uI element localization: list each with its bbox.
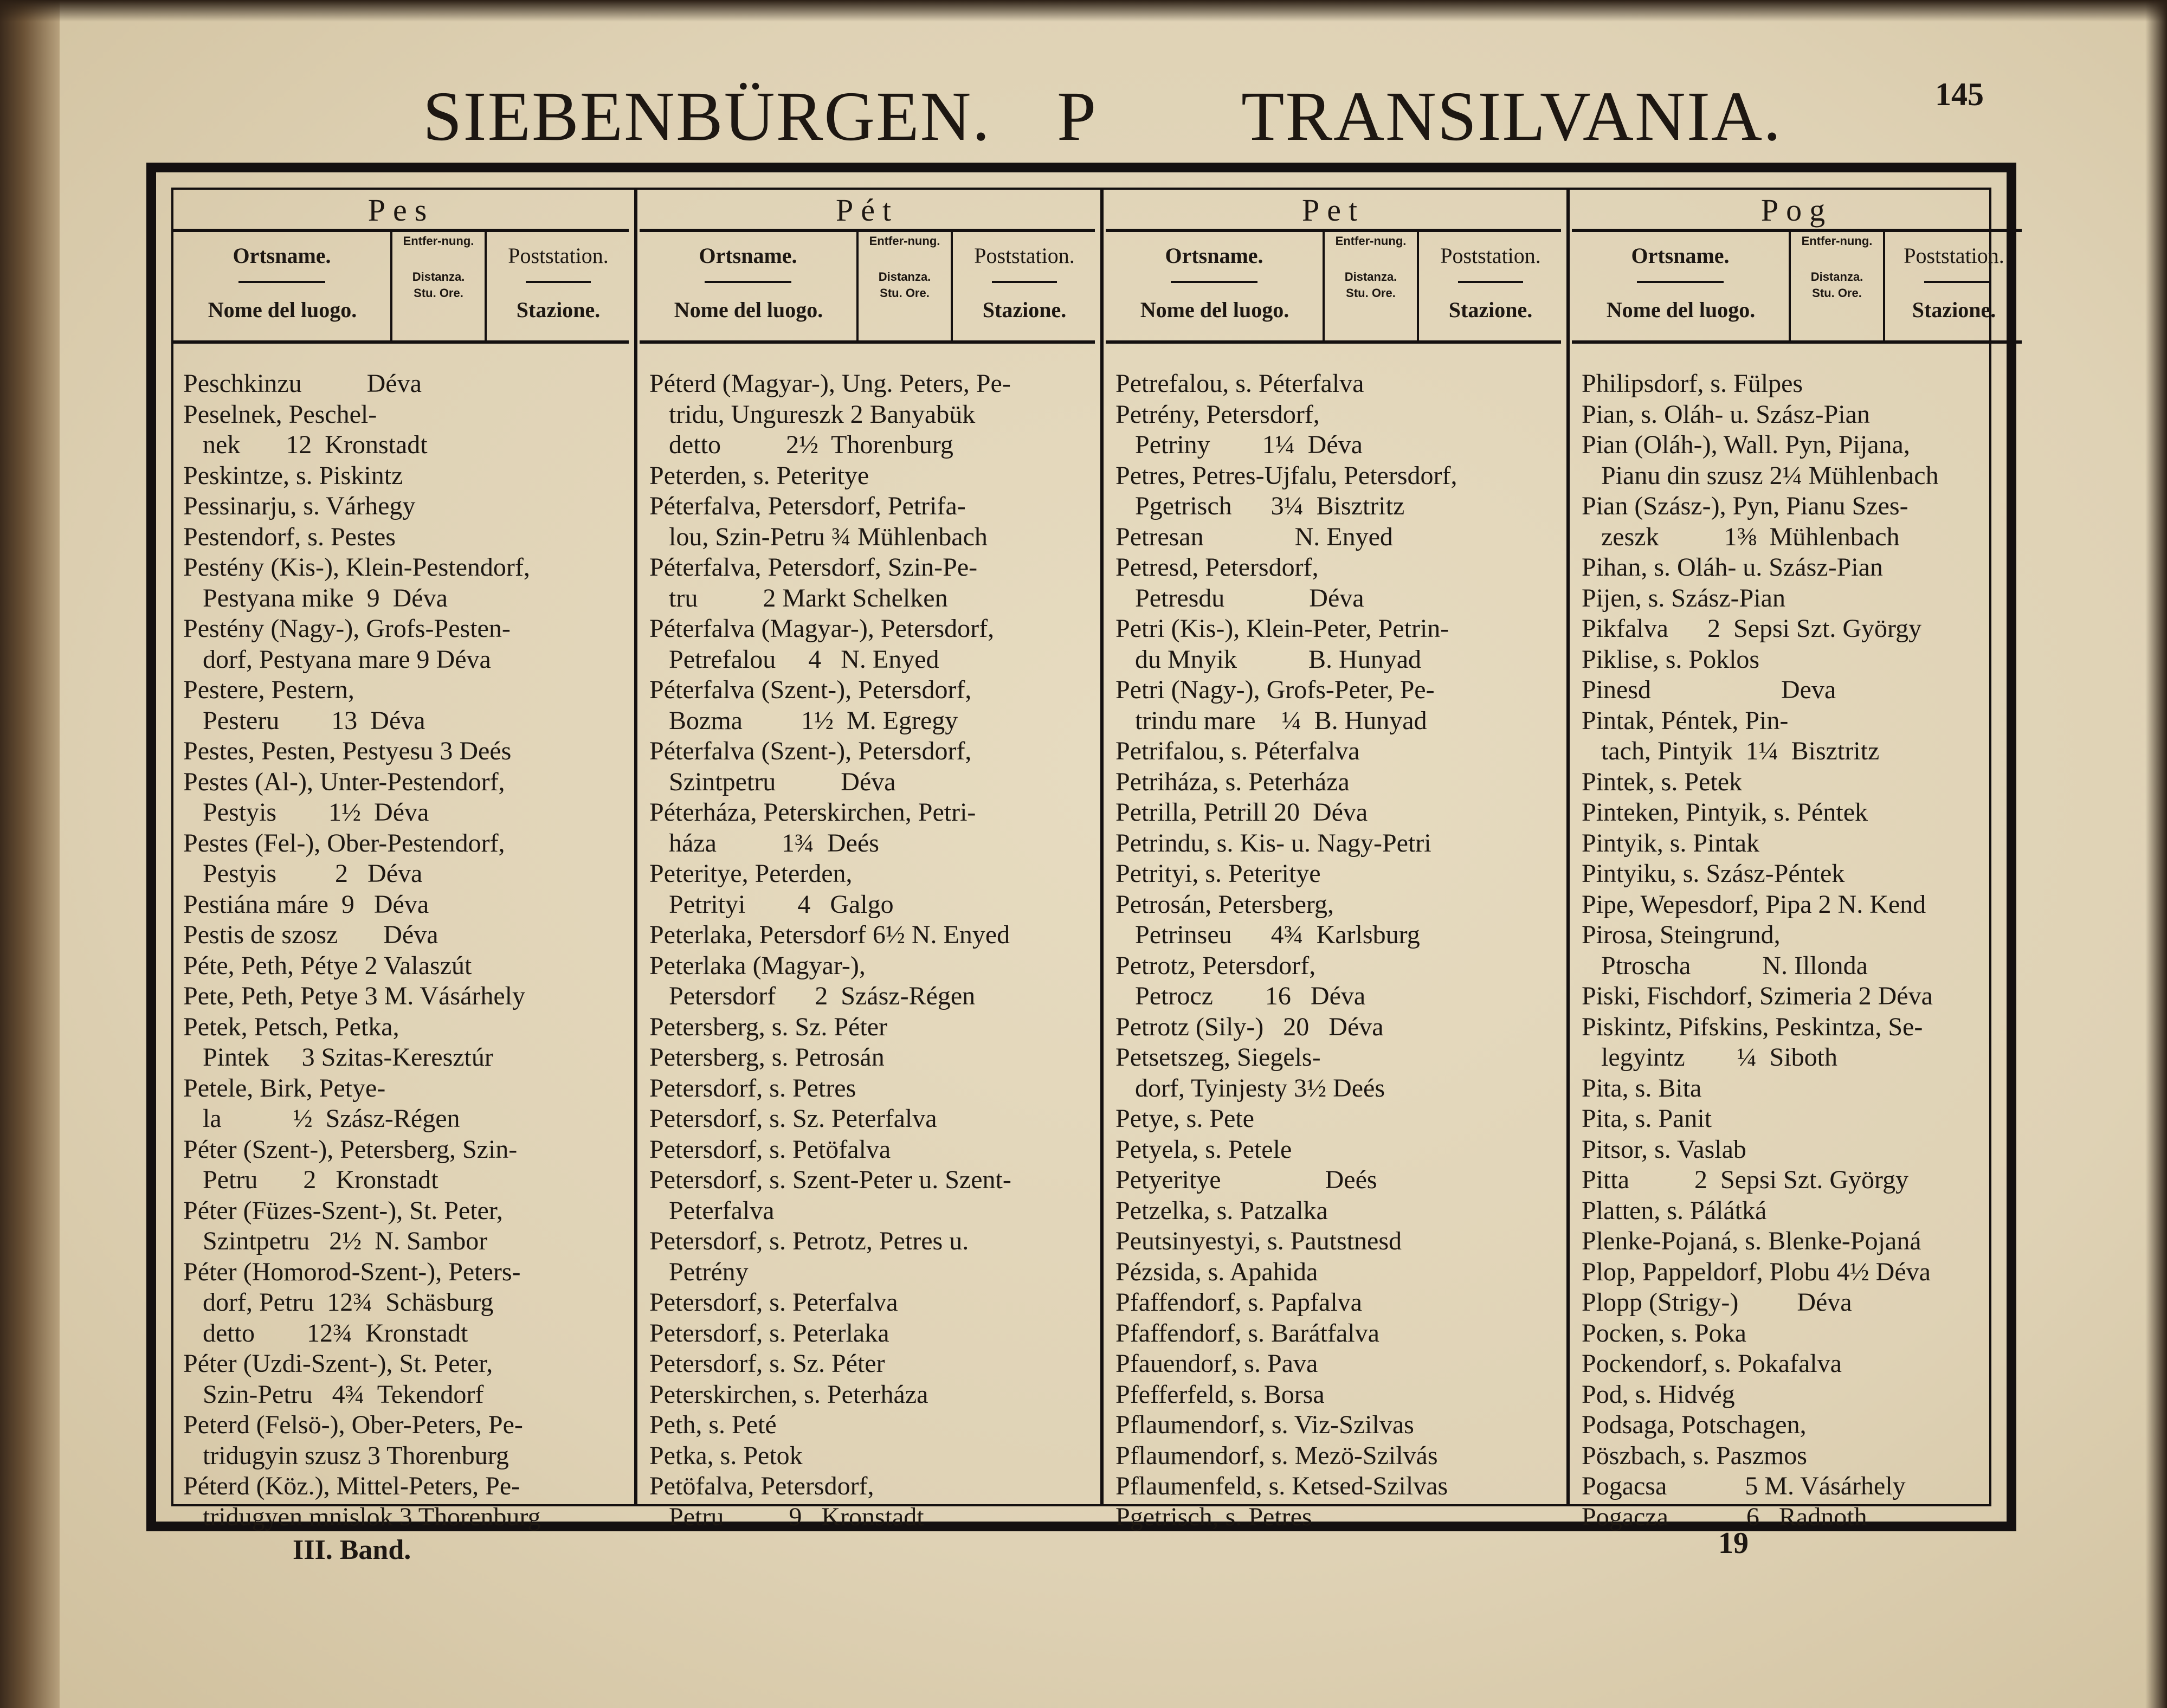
entry-line: Petrinseu 4¾ Karlsburg [1115,920,1420,949]
entry-line: tridugyen mnislok 3 Thorenburg [183,1502,541,1531]
entry-line: Petersdorf, s. Szent-Peter u. Szent- [649,1165,1011,1194]
entry-line: Péterháza, Peterskirchen, Petri- [649,798,976,827]
entry-line: Petyela, s. Petele [1115,1135,1292,1164]
volume-label: III. Band. [293,1535,411,1565]
entry-line: Petersdorf, s. Peterlaka [649,1318,889,1348]
entry-line: Pestere, Pestern, [183,675,354,704]
header-distanza: Distanza. [1810,270,1863,283]
entry-line: Piklise, s. Poklos [1582,644,1760,674]
header-entfernung: Entfer-nung. [869,234,940,248]
entry-line: Petrityi 4 Galgo [649,890,894,919]
header-ortsname: Ortsname. [699,243,797,268]
entry-line: Pockendorf, s. Pokafalva [1582,1349,1842,1378]
header-rule [992,281,1057,283]
entry-line: Péter (Uzdi-Szent-), St. Peter, [183,1349,493,1378]
header-rule [1458,281,1523,283]
entry-line: Péterfalva (Magyar-), Petersdorf, [649,614,995,643]
entry-line: Podsaga, Potschagen, [1582,1410,1807,1439]
entry-line: Petrefalou 4 N. Enyed [649,644,939,674]
entry-line: tridu, Ungureszk 2 Banyabük [649,399,976,429]
header-rule [526,281,591,283]
book-spine [0,0,60,1708]
entry-line: háza 1¾ Deés [649,828,879,858]
header-rule [705,281,791,283]
entry-line: Petresd, Petersdorf, [1115,553,1319,582]
entry-line: Pitsor, s. Vaslab [1582,1135,1746,1164]
entry-line: Pestyis 2 Déva [183,859,423,888]
entry-line: legyintz ¼ Siboth [1582,1043,1837,1072]
column-2 [640,190,1095,1531]
column-4 [1572,190,2022,1531]
entry-line: Pian, s. Oláh- u. Szász-Pian [1582,399,1870,429]
entry-line: Pian (Oláh-), Wall. Pyn, Pijana, [1582,430,1910,459]
header-poststation: Poststation. [974,243,1075,268]
entry-line: Pintak, Péntek, Pin- [1582,706,1789,735]
header-entfernung: Entfer-nung. [1335,234,1407,248]
entry-line: Petrifalou, s. Péterfalva [1115,737,1360,765]
entry-line: Petri (Nagy-), Grofs-Peter, Pe- [1115,675,1435,704]
entry-line: Pijen, s. Szász-Pian [1582,583,1785,613]
column-letters: Pet [1301,192,1365,228]
column-divider [1100,190,1104,1504]
entry-line: Petrindu, s. Kis- u. Nagy-Petri [1115,828,1431,858]
entry-line: Pfaffendorf, s. Barátfalva [1115,1318,1379,1348]
entry-line: dorf, Petru 12¾ Schäsburg [183,1288,494,1317]
entry-line: Petrilla, Petrill 20 Déva [1115,798,1368,827]
entry-line: Petresdu Déva [1115,583,1364,613]
entry-line: Péterfalva (Szent-), Petersdorf, [649,675,972,704]
header-entfernung: Entfer-nung. [403,234,474,248]
header-poststation: Poststation. [1904,243,2004,268]
entry-line: Péterfalva, Petersdorf, Petrifa- [649,492,966,520]
entry-line: Pflaumenfeld, s. Ketsed-Szilvas [1115,1472,1448,1500]
entry-line: Pflaumendorf, s. Viz-Szilvas [1115,1410,1414,1439]
entry-line: trindu mare ¼ B. Hunyad [1115,706,1427,735]
header-stazione: Stazione. [1912,298,1996,322]
header-rule [1924,281,1989,283]
header-distanza: Distanza. [412,270,465,283]
entry-line: Petersdorf, s. Sz. Peterfalva [649,1104,937,1133]
entry-line: Pestes, Pesten, Pestyesu 3 Deés [183,737,512,765]
header-ortsname: Ortsname. [233,243,331,268]
entry-line: Petersberg, s. Petrosán [649,1043,885,1072]
header-rule [1637,281,1724,283]
entry-line: Pgetrisch, s. Petres [1115,1502,1312,1531]
entry-line: Petka, s. Petok [649,1441,803,1470]
entry-line: Plenke-Pojaná, s. Blenke-Pojaná [1582,1227,1921,1255]
entry-line: du Mnyik B. Hunyad [1115,644,1421,674]
entry-line: Pipe, Wepesdorf, Pipa 2 N. Kend [1582,890,1926,919]
header-stazione: Stazione. [982,298,1067,322]
entry-line: Péter (Homorod-Szent-), Peters- [183,1257,521,1286]
entry-line: Platten, s. Pálátká [1582,1196,1767,1225]
entry-line: Petzelka, s. Patzalka [1115,1196,1328,1225]
entry-line: Bozma 1½ M. Egregy [649,706,958,735]
header-units: Stu. Ore. [1812,286,1862,300]
entry-line: Pogacza 6 Radnoth [1582,1502,1867,1531]
entry-line: detto 12¾ Kronstadt [183,1318,468,1348]
header-distanza: Distanza. [878,270,931,283]
header-units: Stu. Ore. [414,286,463,300]
entry-line: Petru 2 Kronstadt [183,1165,438,1194]
column-divider [1566,190,1570,1504]
header-distance [390,232,487,340]
entry-line: detto 2½ Thorenburg [649,430,953,459]
right-shadow [2145,0,2167,1708]
entry-line: Péterd (Magyar-), Ung. Peters, Pe- [649,369,1011,398]
entry-line: Petru 9 Kronstadt [649,1502,924,1531]
entry-line: zeszk 1⅜ Mühlenbach [1582,522,1900,551]
entry-line: Petersberg, s. Sz. Péter [649,1012,888,1041]
entry-line: Pita, s. Panit [1582,1104,1712,1133]
header-distance [1323,232,1419,340]
entry-line: Petele, Birk, Petye- [183,1073,386,1103]
entry-line: Pian (Szász-), Pyn, Pianu Szes- [1582,492,1908,520]
entry-line: Pintek 3 Szitas-Keresztúr [183,1043,493,1072]
entry-line: Pestes (Al-), Unter-Pestendorf, [183,767,505,796]
entry-line: Petriháza, s. Peterháza [1115,767,1350,796]
entry-line: Pöszbach, s. Paszmos [1582,1441,1807,1470]
header-nome: Nome del luogo. [674,298,823,322]
entry-line: Petriny 1¼ Déva [1115,430,1363,459]
header-units: Stu. Ore. [880,286,930,300]
entry-line: dorf, Tyinjesty 3½ Deés [1115,1073,1385,1103]
entry-line: Petersdorf, s. Petöfalva [649,1135,891,1164]
header-nome: Nome del luogo. [208,298,357,322]
entry-line: Petersdorf, s. Petrotz, Petres u. [649,1227,969,1255]
entry-line: Petersdorf 2 Szász-Régen [649,982,976,1010]
entry-line: Péterfalva (Szent-), Petersdorf, [649,737,972,765]
entry-line: Peschkinzu Déva [183,369,422,398]
entry-line: Pestény (Kis-), Klein-Pestendorf, [183,553,530,582]
entry-line: Petri (Kis-), Klein-Peter, Petrin- [1115,614,1449,643]
entry-line: Pestis de szosz Déva [183,920,438,949]
entry-line: Pogacsa 5 M. Vásárhely [1582,1472,1906,1500]
entry-line: Szin-Petru 4¾ Tekendorf [183,1380,484,1409]
entry-line: Piskintz, Pifskins, Peskintza, Se- [1582,1012,1923,1041]
entry-line: Petrotz (Sily-) 20 Déva [1115,1012,1384,1041]
entry-line: Pinesd Deva [1582,675,1836,704]
entry-line: Peterlaka, Petersdorf 6½ N. Enyed [649,920,1010,949]
entry-line: Pessinarju, s. Várhegy [183,492,416,520]
entry-line: Peterden, s. Peteritye [649,461,869,490]
entry-line: Péter (Füzes-Szent-), St. Peter, [183,1196,503,1225]
column-header [173,229,629,344]
entry-line: Pézsida, s. Apahida [1115,1257,1318,1286]
entry-line: Petrosán, Petersberg, [1115,890,1334,919]
entry-line: Petrény [649,1257,749,1286]
entry-line: Petrény, Petersdorf, [1115,399,1320,429]
header-distance [1789,232,1885,340]
entry-line: tru 2 Markt Schelken [649,583,948,613]
entry-list [183,369,622,1532]
entry-line: Pintek, s. Petek [1582,767,1742,796]
entry-line: Péterfalva, Petersdorf, Szin-Pe- [649,553,978,582]
entry-line: Peteritye, Peterden, [649,859,853,888]
entry-line: Petek, Petsch, Petka, [183,1012,399,1041]
entry-line: Pfauendorf, s. Pava [1115,1349,1318,1378]
entry-line: Petyeritye Deés [1115,1165,1377,1194]
entry-line: dorf, Pestyana mare 9 Déva [183,644,491,674]
page-number: 145 [1935,76,1984,112]
header-italian: TRANSILVANIA. [1241,78,1782,156]
entry-line: Pintyiku, s. Szász-Péntek [1582,859,1845,888]
entry-line: Pita, s. Bita [1582,1073,1702,1103]
entry-line: Peselnek, Peschel- [183,399,377,429]
header-ortsname: Ortsname. [1631,243,1730,268]
entry-line: Péter (Szent-), Petersberg, Szin- [183,1135,518,1164]
table-inner [171,188,2004,1531]
header-poststation: Poststation. [508,243,609,268]
header-german: SIEBENBÜRGEN. [423,78,991,156]
entry-line: Petrityi, s. Peteritye [1115,859,1321,888]
entry-line: Petersdorf, s. Peterfalva [649,1288,898,1317]
entry-line: Pianu din szusz 2¼ Mühlenbach [1582,461,1939,490]
top-shadow [0,0,2167,22]
entry-list [649,369,1088,1532]
column-3 [1106,190,1561,1531]
entry-line: Pocken, s. Poka [1582,1318,1746,1348]
header-rule [238,281,325,283]
entry-line: Szintpetru Déva [649,767,896,796]
entry-line: Peterfalva [649,1196,775,1225]
column-header [1572,229,2022,344]
header-distanza: Distanza. [1344,270,1397,283]
column-letters: Pes [367,192,435,228]
entry-line: Petresan N. Enyed [1115,522,1393,551]
entry-line: Szintpetru 2½ N. Sambor [183,1227,488,1255]
column-header [640,229,1095,344]
entry-line: Pitta 2 Sepsi Szt. György [1582,1165,1909,1194]
entry-line: Petersdorf, s. Sz. Péter [649,1349,885,1378]
entry-line: Plop, Pappeldorf, Plobu 4½ Déva [1582,1257,1931,1286]
entry-line: Pintyik, s. Pintak [1582,828,1760,858]
entry-line: Pfaffendorf, s. Papfalva [1115,1288,1362,1317]
entry-line: Petrotz, Petersdorf, [1115,951,1316,980]
entry-line: Petsetszeg, Siegels- [1115,1043,1321,1072]
entry-line: Pestiána máre 9 Déva [183,890,429,919]
header-letter: P [1057,78,1098,156]
column-header [1106,229,1561,344]
header-nome: Nome del luogo. [1140,298,1289,322]
column-1 [173,190,629,1531]
entry-line: Pestény (Nagy-), Grofs-Pesten- [183,614,511,643]
header-entfernung: Entfer-nung. [1801,234,1873,248]
entry-line: Péte, Peth, Pétye 2 Valaszút [183,951,472,980]
entry-line: Pflaumendorf, s. Mezö-Szilvás [1115,1441,1438,1470]
entry-list [1115,369,1555,1532]
entry-line: Pestyis 1½ Déva [183,798,429,827]
header-nome: Nome del luogo. [1606,298,1756,322]
entry-line: Piski, Fischdorf, Szimeria 2 Déva [1582,982,1933,1010]
entry-line: Pihan, s. Oláh- u. Szász-Pian [1582,553,1883,582]
entry-line: Petye, s. Pete [1115,1104,1254,1133]
entry-line: Peutsinyestyi, s. Pautstnesd [1115,1227,1402,1255]
entry-line: la ½ Szász-Régen [183,1104,460,1133]
header-rule [1171,281,1257,283]
entry-line: nek 12 Kronstadt [183,430,428,459]
entry-line: Ptroscha N. Illonda [1582,951,1868,980]
entry-line: Pirosa, Steingrund, [1582,920,1781,949]
header-poststation: Poststation. [1440,243,1541,268]
entry-line: Pikfalva 2 Sepsi Szt. György [1582,614,1922,643]
entry-line: Peterskirchen, s. Peterháza [649,1380,928,1409]
entry-line: Peth, s. Peté [649,1410,777,1439]
entry-line: Pinteken, Pintyik, s. Péntek [1582,798,1868,827]
entry-line: Pfefferfeld, s. Borsa [1115,1380,1325,1409]
entry-line: Petöfalva, Petersdorf, [649,1472,874,1500]
column-letters: Pog [1760,192,1833,228]
signature-mark: 19 [1718,1526,1749,1560]
entry-line: Péterd (Köz.), Mittel-Peters, Pe- [183,1472,520,1500]
entry-line: tridugyin szusz 3 Thorenburg [183,1441,509,1470]
entry-line: lou, Szin-Petru ¾ Mühlenbach [649,522,988,551]
entry-line: Plopp (Strigy-) Déva [1582,1288,1852,1317]
entry-line: Philipsdorf, s. Fülpes [1582,369,1803,398]
entry-line: Pgetrisch 3¼ Bisztritz [1115,492,1405,520]
header-stazione: Stazione. [516,298,601,322]
column-letters: Pét [835,192,899,228]
table-frame [146,163,2016,1531]
entry-line: tach, Pintyik 1¼ Bisztritz [1582,737,1880,765]
entry-line: Petrefalou, s. Péterfalva [1115,369,1364,398]
entry-line: Peterd (Felsö-), Ober-Peters, Pe- [183,1410,523,1439]
entry-line: Pestes (Fel-), Ober-Pestendorf, [183,828,505,858]
header-ortsname: Ortsname. [1165,243,1263,268]
header-distance [856,232,953,340]
entry-line: Petersdorf, s. Petres [649,1073,856,1103]
entry-line: Pete, Peth, Petye 3 M. Vásárhely [183,982,526,1010]
header-stazione: Stazione. [1448,298,1533,322]
entry-line: Petrocz 16 Déva [1115,982,1366,1010]
entry-line: Peterlaka (Magyar-), [649,951,866,980]
entry-line: Pestendorf, s. Pestes [183,522,396,551]
entry-line: Pestyana mike 9 Déva [183,583,448,613]
entry-line: Pesteru 13 Déva [183,706,425,735]
entry-line: Peskintze, s. Piskintz [183,461,403,490]
entry-line: Pod, s. Hidvég [1582,1380,1735,1409]
header-units: Stu. Ore. [1346,286,1396,300]
column-divider [634,190,637,1504]
entry-list [1582,369,2015,1532]
entry-line: Petres, Petres-Ujfalu, Petersdorf, [1115,461,1457,490]
